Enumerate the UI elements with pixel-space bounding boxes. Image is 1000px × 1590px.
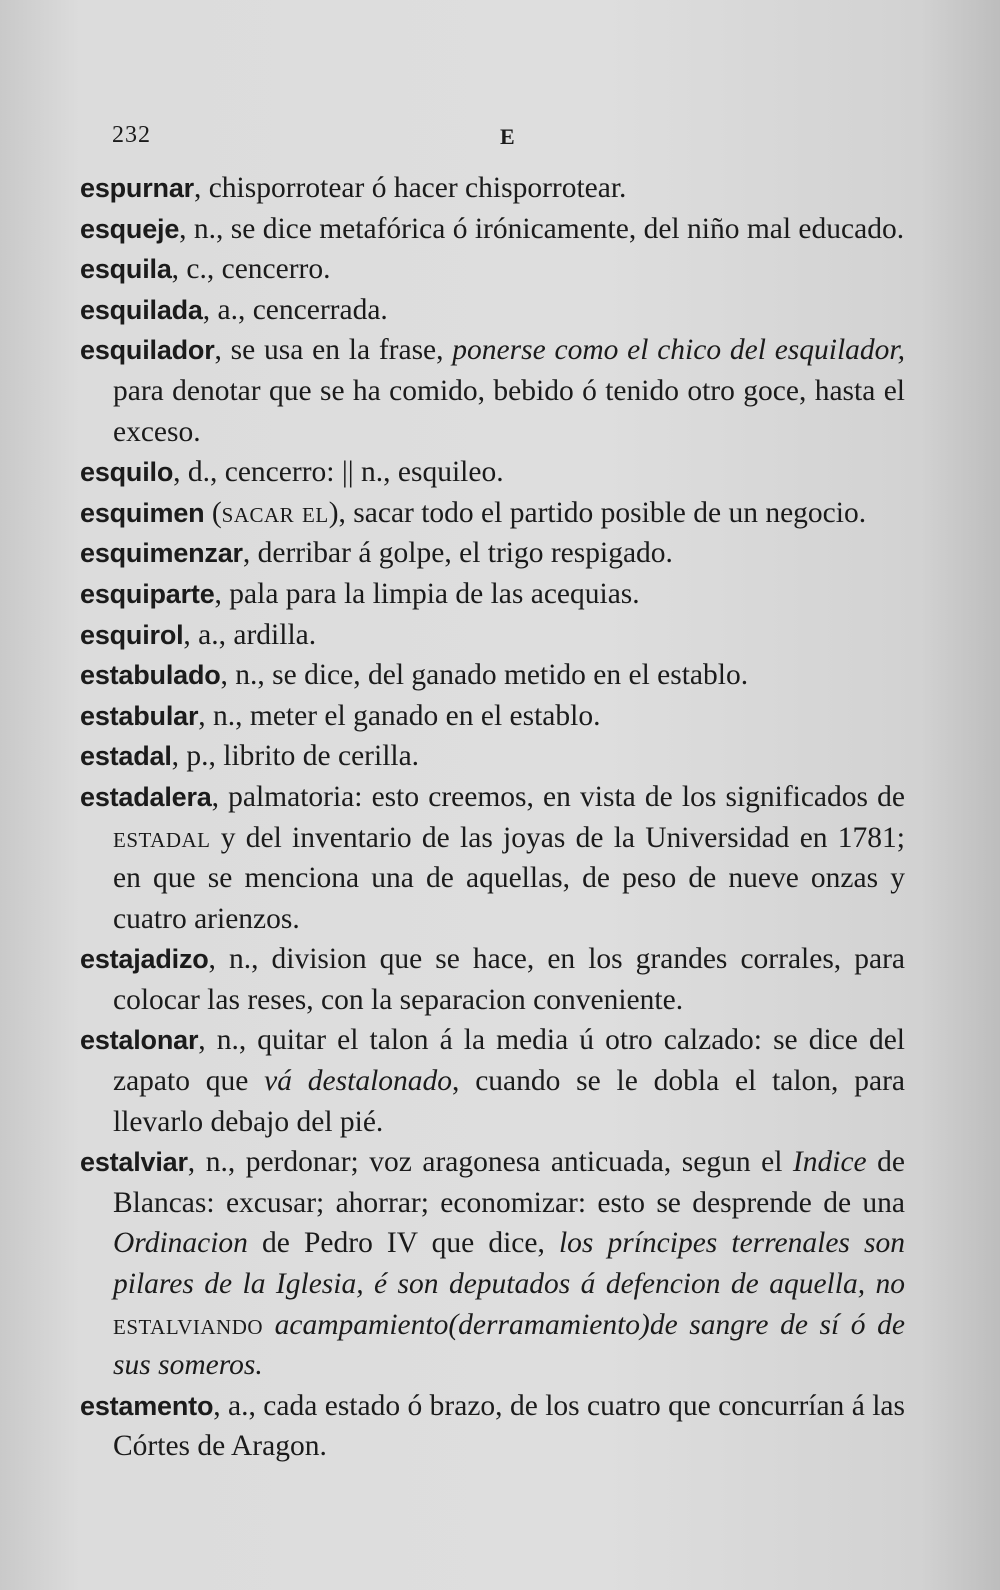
small-caps-text: estadal — [113, 821, 211, 854]
entry-headword: espurnar — [80, 173, 194, 203]
entry-headword: esquirol — [80, 619, 184, 650]
entry-headword: esquimenzar — [80, 538, 243, 569]
entry-headword: esquilo — [80, 457, 174, 488]
entry-headword: esquilada — [80, 294, 203, 325]
definition-text: , p., librito de cerilla. — [171, 740, 420, 773]
definition-text: , a., cada estado ó brazo, de los cuatro que concurrían á las Córtes de Aragon. — [113, 1389, 905, 1463]
dictionary-entry — [80, 777, 905, 939]
definition-text — [263, 1309, 275, 1341]
dictionary-entry — [80, 290, 905, 331]
definition-text: , cuando se le dobla el talon, para llevarlo debajo del pié. — [113, 1065, 905, 1138]
definition-text: , n., perdonar; voz aragonesa anticuada, segun el — [187, 1146, 793, 1179]
definition-text: , n., division que se hace, en los grandes corrales, para colocar las reses, con la separacion conveniente. — [113, 943, 905, 1016]
definition-text: , se usa en la frase, — [214, 334, 453, 367]
definition-text: , a., ardilla. — [183, 618, 317, 651]
definition-text: para denotar que se ha comido, bebido ó tenido otro goce, hasta el exceso. — [113, 374, 905, 448]
dictionary-entry — [80, 574, 905, 615]
entry-headword: estamento — [80, 1390, 214, 1421]
italic-text: vá destalonado — [264, 1065, 453, 1098]
definition-text: de Blancas: excusar; ahorrar; economizar: esto se desprende de una — [113, 1146, 906, 1219]
small-caps-text: estalviando — [113, 1308, 264, 1341]
dictionary-entry — [80, 1142, 905, 1386]
small-caps-text: sacar el — [221, 496, 329, 529]
definition-text: , palmatoria: esto creemos, en vista de los significados de — [211, 780, 905, 813]
page-header — [112, 122, 888, 156]
definition-text: , chisporrotear ó hacer chisporrotear. — [193, 172, 627, 204]
italic-text: acampamiento(derramamiento)de sangre de sí ó de sus someros. — [113, 1308, 905, 1382]
dictionary-entry — [80, 168, 905, 209]
entry-headword: estalviar — [80, 1147, 188, 1178]
italic-text: los príncipes terrenales son pilares de la Iglesia, é son deputados á defencion de aquella, no — [113, 1227, 905, 1301]
dictionary-entry — [80, 452, 905, 493]
dictionary-entry — [80, 939, 905, 1020]
entry-headword: estadalera — [80, 781, 212, 812]
dictionary-entry — [80, 249, 905, 290]
definition-text: , pala para la limpia de las acequias. — [214, 577, 640, 610]
dictionary-entry — [80, 615, 905, 656]
entry-headword: esquiparte — [80, 578, 215, 609]
entry-headword: estadal — [80, 741, 172, 772]
entry-headword: estajadizo — [80, 944, 209, 975]
definition-text: , n., se dice, del ganado metido en el establo. — [220, 659, 749, 692]
dictionary-entries — [80, 168, 905, 1467]
dictionary-entry — [80, 1386, 905, 1467]
definition-text: ), sacar todo el partido posible de un negocio. — [328, 496, 867, 529]
dictionary-entry — [80, 1020, 905, 1142]
italic-text: ponerse como el chico del esquilador, — [452, 334, 905, 367]
entry-headword: estalonar — [80, 1025, 199, 1056]
entry-headword: esquila — [80, 254, 172, 285]
entry-headword: esquimen — [80, 497, 205, 528]
definition-text: , n., meter el ganado en el establo. — [198, 699, 601, 732]
entry-headword: estabular — [80, 700, 199, 731]
dictionary-entry — [80, 493, 905, 534]
definition-text: , n., quitar el talon á la media ú otro calzado: se dice del zapato que — [113, 1024, 905, 1098]
dictionary-entry — [80, 209, 905, 250]
dictionary-entry — [80, 736, 905, 777]
definition-text: y del inventario de las joyas de la Universidad en 1781; en que se menciona una de aquellas, de peso de nueve onzas y cuatro arienzos. — [113, 821, 905, 935]
definition-text: , a., cencerrada. — [202, 293, 388, 326]
dictionary-entry — [80, 330, 905, 452]
entry-headword: estabulado — [80, 660, 221, 691]
definition-text: , derribar á golpe, el trigo respigado. — [242, 537, 673, 570]
definition-text: , d., cencerro: || n., esquileo. — [173, 456, 504, 489]
italic-text: Ordinacion — [113, 1227, 248, 1260]
dictionary-entry — [80, 655, 905, 696]
page-number: 232 — [112, 122, 151, 148]
italic-text: Indice — [792, 1146, 867, 1179]
dictionary-entry — [80, 696, 905, 737]
definition-text: ( — [204, 496, 222, 529]
definition-text: de Pedro IV que dice, — [247, 1227, 559, 1260]
definition-text: , n., se dice metafórica ó irónicamente, del niño mal educado. — [179, 212, 905, 245]
entry-headword: esquilador — [80, 335, 215, 366]
entry-headword: esqueje — [80, 213, 180, 244]
definition-text: , c., cencerro. — [171, 253, 331, 286]
section-letter: E — [500, 124, 515, 149]
dictionary-entry — [80, 533, 905, 574]
